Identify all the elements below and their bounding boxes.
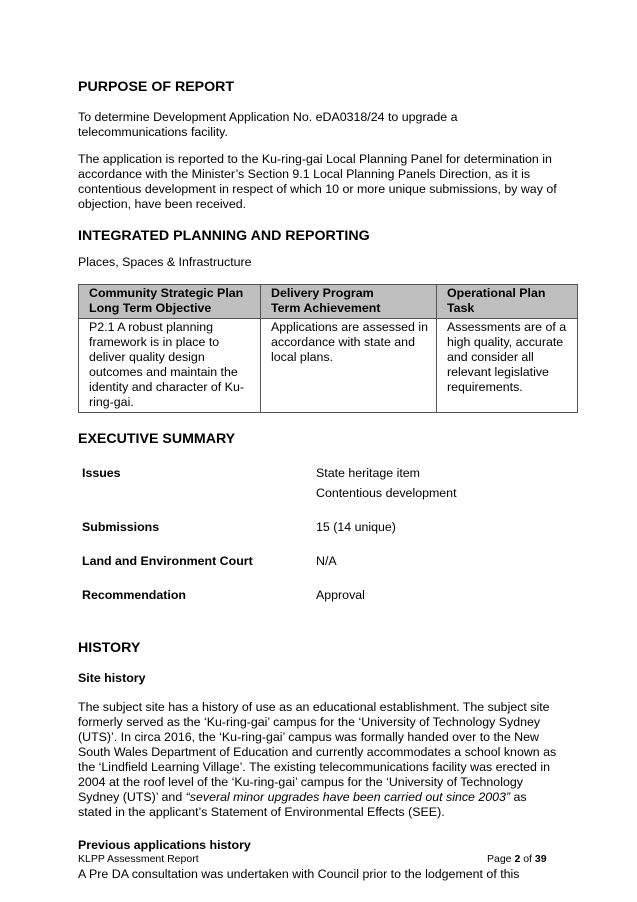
footer-page-number	[487, 853, 547, 866]
submissions-label: Submissions	[82, 520, 160, 534]
executive-summary-heading: EXECUTIVE SUMMARY	[78, 431, 236, 447]
page-of: of	[520, 853, 535, 865]
integrated-heading: INTEGRATED PLANNING AND REPORTING	[78, 228, 370, 244]
issues-value-1: State heritage item	[316, 466, 421, 480]
page-current: 2	[514, 853, 521, 865]
header-line: Term Achievement	[271, 301, 381, 315]
site-history-paragraph	[78, 700, 562, 820]
site-history-text-tail: as stated in the applicant’s Statement of Environmental Effects (SEE).	[78, 790, 527, 819]
history-heading: HISTORY	[78, 640, 141, 656]
recommendation-value: Approval	[316, 588, 365, 602]
plan-table	[78, 284, 578, 413]
table-row	[79, 319, 578, 413]
header-line: Delivery Program	[271, 286, 374, 300]
plan-table-header-csp	[79, 285, 261, 319]
footer-report-title: KLPP Assessment Report	[78, 853, 199, 865]
purpose-paragraph-2: The application is reported to the Ku-ring-gai Local Planning Panel for determination in accordance with the Minister’s Section 9.1 Local Planning Panels Direction, as it is contentious development in respect of which 10 or more unique submissions, by way of objection, have been received.	[78, 152, 557, 211]
purpose-paragraph-1: To determine Development Application No. eDA0318/24 to upgrade a telecommunications facility.	[78, 110, 458, 139]
plan-table-header-row	[79, 285, 578, 319]
plan-table-header-operational	[437, 285, 578, 319]
table-cell: P2.1 A robust planning framework is in place to deliver quality design outcomes and maintain the identity and character of Ku-ring-gai.	[79, 319, 261, 413]
issues-value-2: Contentious development	[316, 486, 457, 500]
header-line: Long Term Objective	[89, 301, 212, 315]
previous-applications-heading: Previous applications history	[78, 838, 251, 852]
page-prefix: Page	[487, 853, 515, 865]
page-total: 39	[534, 853, 547, 865]
court-label: Land and Environment Court	[82, 554, 253, 568]
table-cell: Assessments are of a high quality, accurate and consider all relevant legislative requirements.	[437, 319, 578, 413]
purpose-heading: PURPOSE OF REPORT	[78, 79, 235, 95]
recommendation-label: Recommendation	[82, 588, 186, 602]
site-history-quote: “several minor upgrades have been carried out since 2003”	[185, 790, 511, 804]
page-content	[78, 79, 567, 882]
issues-label: Issues	[82, 466, 121, 480]
integrated-subtitle: Places, Spaces & Infrastructure	[78, 255, 252, 269]
header-line: Community Strategic Plan	[89, 286, 244, 300]
site-history-heading: Site history	[78, 671, 146, 685]
previous-applications-paragraph: A Pre DA consultation was undertaken with Council prior to the lodgement of this	[78, 867, 520, 881]
site-history-text: The subject site has a history of use as an educational establishment. The subject site formerly served as the ‘Ku-ring-gai’ campus for the ‘University of Technology Sydney (UTS)’. In circa 2016, the ‘Ku-ring-gai’ campus was formally handed over to the New South Wales Department of Education and currently accommodates a school known as the ‘Lindfield Learning Village’. The existing telecommunications facility was erected in 2004 at the roof level of the ‘Ku-ring-gai’ campus for the ‘University of Technology Sydney (UTS)’ and	[78, 700, 557, 804]
table-cell: Applications are assessed in accordance with state and local plans.	[261, 319, 437, 413]
submissions-value: 15 (14 unique)	[316, 520, 396, 534]
plan-table-header-delivery	[261, 285, 437, 319]
header-line: Operational Plan	[447, 286, 546, 300]
header-line: Task	[447, 301, 475, 315]
executive-summary-table	[78, 460, 562, 620]
court-value: N/A	[316, 554, 337, 568]
